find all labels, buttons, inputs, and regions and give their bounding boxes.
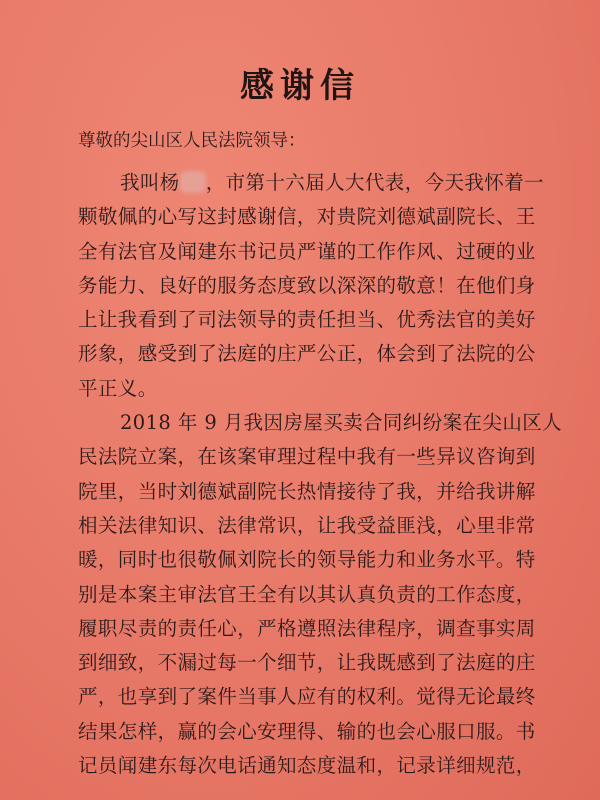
paragraph-2-line-3: 院里，当时刘德斌副院长热情接待了我，并给我讲解 bbox=[78, 479, 536, 503]
redaction-blur bbox=[180, 171, 206, 193]
letter-title: 感谢信 bbox=[240, 66, 360, 106]
paragraph-2-line-1: 2018 年 9 月我因房屋买卖合同纠纷案在尖山区人 bbox=[120, 411, 563, 435]
paragraph-2-line-6: 别是本案主审法官王全有以其认真负责的工作态度， bbox=[78, 582, 536, 606]
paragraph-1-line-4: 务能力、良好的服务态度致以深深的敬意！在他们身 bbox=[78, 273, 536, 297]
paragraph-1-line-6: 形象，感受到了法庭的庄严公正，体会到了法院的公 bbox=[78, 342, 536, 366]
paragraph-2-line-2: 民法院立案，在该案审理过程中我有一些异议咨询到 bbox=[78, 445, 536, 469]
paragraph-1-line-2: 颗敬佩的心写这封感谢信，对贵院刘德斌副院长、王 bbox=[78, 205, 536, 229]
name-prefix: 我叫杨 bbox=[120, 171, 180, 194]
paragraph-2-line-11: 记员闻建东每次电话通知态度温和，记录详细规范， bbox=[78, 754, 536, 777]
paragraph-2-line-8: 到细致，不漏过每一个细节，让我既感到了法庭的庄 bbox=[78, 651, 536, 675]
paragraph-1-line-7: 平正义。 bbox=[78, 376, 158, 400]
paragraph-2-line-7: 履职尽责的责任心，严格遵照法律程序，调查事实周 bbox=[78, 616, 536, 640]
paragraph-2-line-9: 严，也享到了案件当事人应有的权利。觉得无论最终 bbox=[78, 685, 536, 709]
paragraph-1-line-1: 我叫杨 ，市第十六届人大代表，今天我怀着一 bbox=[120, 171, 545, 194]
paragraph-2-line-4: 相关法律知识、法律常识，让我受益匪浅，心里非常 bbox=[78, 513, 536, 537]
paragraph-1-line-5: 上让我看到了司法领导的责任担当、优秀法官的美好 bbox=[78, 308, 536, 332]
salutation: 尊敬的尖山区人民法院领导： bbox=[78, 131, 306, 151]
paragraph-2-line-5: 暖，同时也很敬佩刘院长的领导能力和业务水平。特 bbox=[78, 548, 536, 572]
paragraph-2-line-10: 结果怎样，赢的会心安理得、输的也会心服口服。书 bbox=[78, 719, 536, 743]
paragraph-1-line-3: 全有法官及闻建东书记员严谨的工作作风、过硬的业 bbox=[78, 239, 536, 263]
